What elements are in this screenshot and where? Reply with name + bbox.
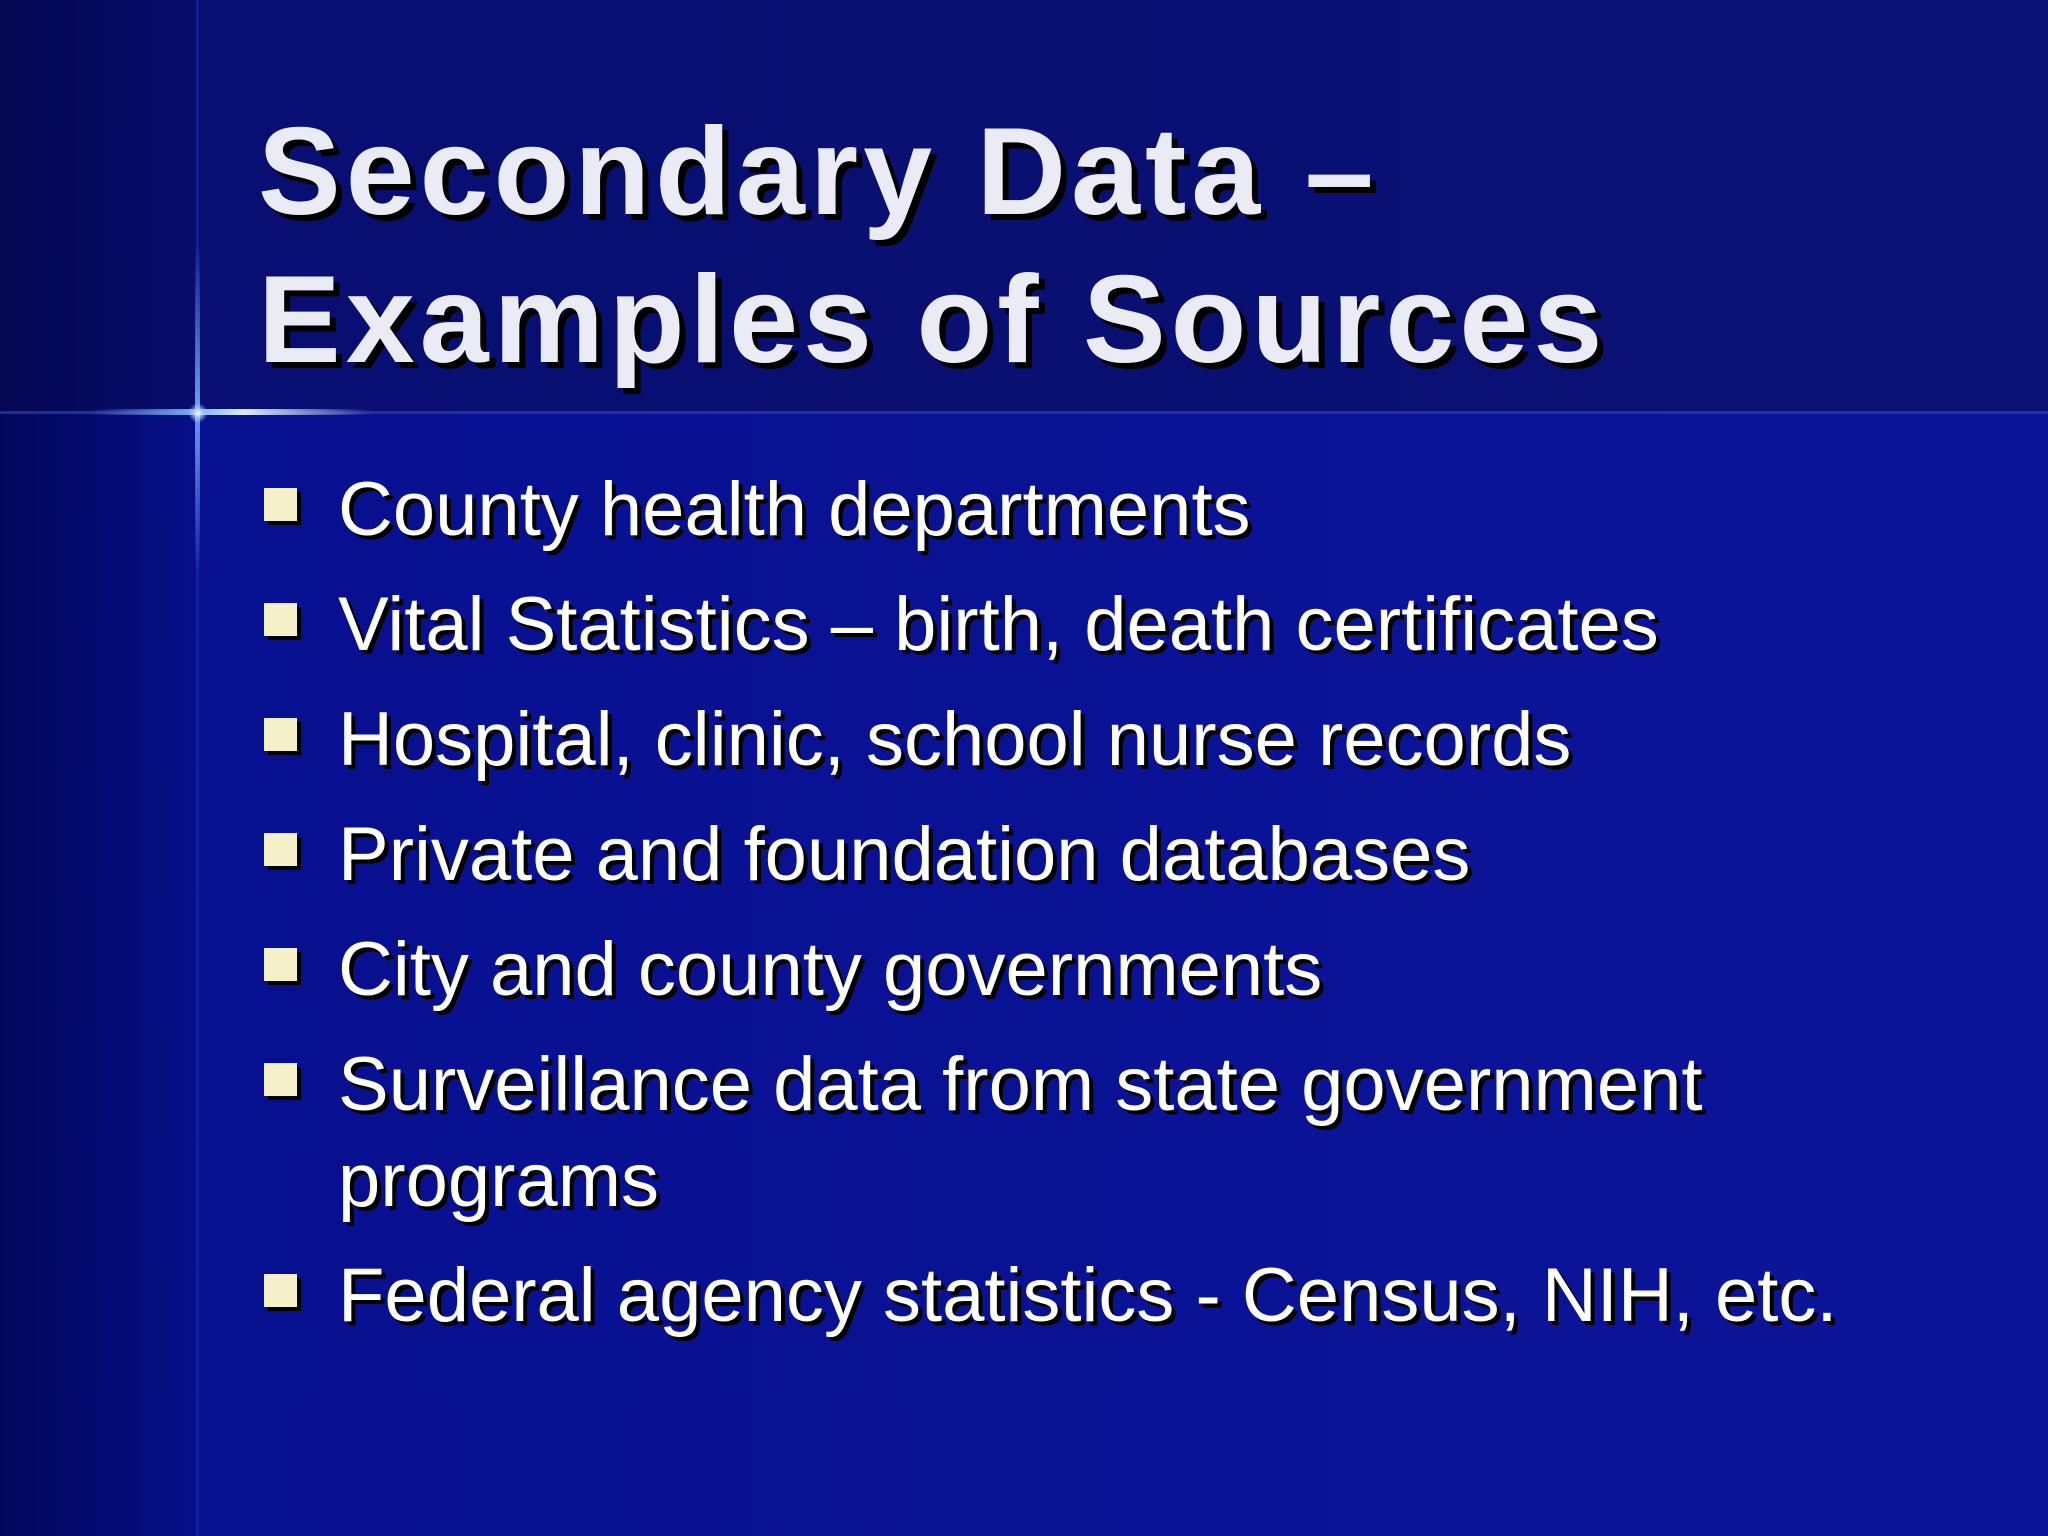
square-bullet-icon [264,833,297,866]
square-bullet-icon [264,948,297,981]
slide-title-line-1: Secondary Data – [258,103,1379,241]
left-shade [0,0,200,1536]
bullet-item [262,1037,1942,1229]
vertical-accent-line [196,0,199,1536]
slide-title [258,98,1958,394]
slide-title-line-2: Examples of Sources [258,251,1608,389]
bullet-item [262,577,1942,673]
bullet-text: City and county governments [338,927,1323,1012]
bullet-item [262,1248,1942,1344]
bullet-text: Federal agency statistics - Census, NIH, etc. [338,1253,1838,1338]
bullet-text: Vital Statistics – birth, death certificates [338,582,1659,667]
square-bullet-icon [264,603,297,636]
bullet-text: Private and foundation databases [338,812,1471,897]
square-bullet-icon [264,1063,297,1096]
bullet-item [262,807,1942,903]
bullet-item [262,922,1942,1018]
bullet-text: Surveillance data from state government programs [338,1042,1703,1223]
square-bullet-icon [264,718,297,751]
bullet-item [262,462,1942,558]
square-bullet-icon [264,488,297,521]
horizontal-accent-glow [90,409,370,415]
bullet-text: Hospital, clinic, school nurse records [338,697,1572,782]
square-bullet-icon [264,1274,297,1307]
bullet-text: County health departments [338,467,1251,552]
bullet-item [262,692,1942,788]
bullet-list [262,462,1942,1363]
accent-star [188,403,208,423]
